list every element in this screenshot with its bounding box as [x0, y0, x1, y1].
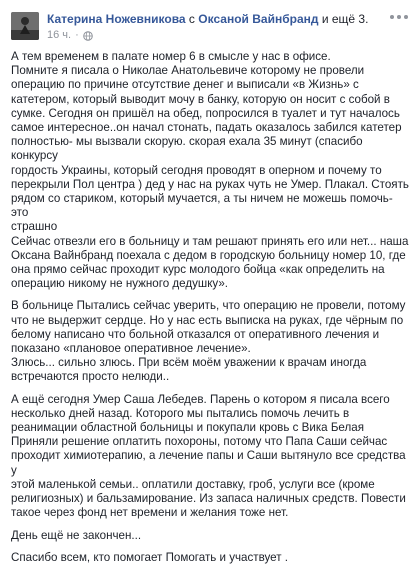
post-header	[0, 0, 420, 50]
globe-icon[interactable]	[83, 31, 93, 41]
post-paragraph-4: День ещё не закончен...	[11, 528, 142, 542]
avatar-photo-icon	[11, 12, 39, 40]
more-options-icon[interactable]	[390, 10, 408, 24]
post-paragraph-1: А тем временем в палате номер 6 в смысле у нас в офисе. Помните я писала о Николае Анатольевиче которому не провели операцию по причине отсутствие денег и выписали «в Жизнь» с катетером, который выводит мочу в банку, которую он носит с собой в сумке. Сегодня он пришёл на обед, попросился в туалет и тут началось самое интересное..он начал стонать, падать оказалось забился катетер полностью- мы вызвали скорую. скорая ехала 35 минут (спасибо конкурсу гордость Украины, который сегодня проводят в оперном и почему то перекрыли Пол центра ) дед у нас на руках чуть не Умер. Плакал. Стоять рядом со стариком, который мучается, а ты ничем не можешь помочь- это страшно Сейчас отвезли его в больницу и там решают принять его или нет... наша Оксана Вайнбранд поехала с дедом в городскую больницу номер 10, где она прямо сейчас проходит курс молодого бойца «как определить на операцию никому не нужного дедушку».	[11, 50, 409, 291]
post-paragraph-2: В больнице Пытались сейчас уверить, что операцию не провели, потому что не выдержит сердце. Но у нас есть выписка на руках, где чёрным по белому написано что больной отказался от оперативного лечения и показано «плановое оперативное лечение». Злюсь... сильно злюсь. При всём моём уважении к врачам иногда встречаются просто нелюди..	[11, 299, 406, 384]
post-meta: 16 ч. ·	[47, 29, 93, 42]
author-name-link[interactable]: Катерина Ножевникова	[47, 12, 186, 26]
and-more-link[interactable]: и ещё 3.	[318, 12, 369, 26]
with-text: с	[185, 12, 199, 26]
post-paragraph-3: А ещё сегодня Умер Саша Лебедев. Парень о котором я писала всего несколько дней назад. Которого мы пытались помочь лечить в реанимации областной больницы и покупали кровь с Вика Белая Приняли решение оплатить похороны, потому что Папа Саши сейчас проходит химиотерапию, а лечение папы и Саши вытянуло все средства у этой маленькой семьи.. оплатили доставку, гроб, услуги все (кроме религиозных) и бальзамирование. Из запаса наличных средств. Повести такое через фонд нет времени и желания тоже нет.	[11, 392, 406, 520]
coauthor-name-link[interactable]: Оксаной Вайнбранд	[198, 12, 319, 26]
post-paragraph-5: Спасибо всем, кто помогает Помогать и участвует .	[11, 550, 288, 564]
post-byline	[47, 12, 377, 27]
post-text	[11, 50, 411, 573]
post-timestamp-link[interactable]: 16 ч.	[47, 29, 72, 41]
author-avatar[interactable]	[11, 12, 39, 40]
